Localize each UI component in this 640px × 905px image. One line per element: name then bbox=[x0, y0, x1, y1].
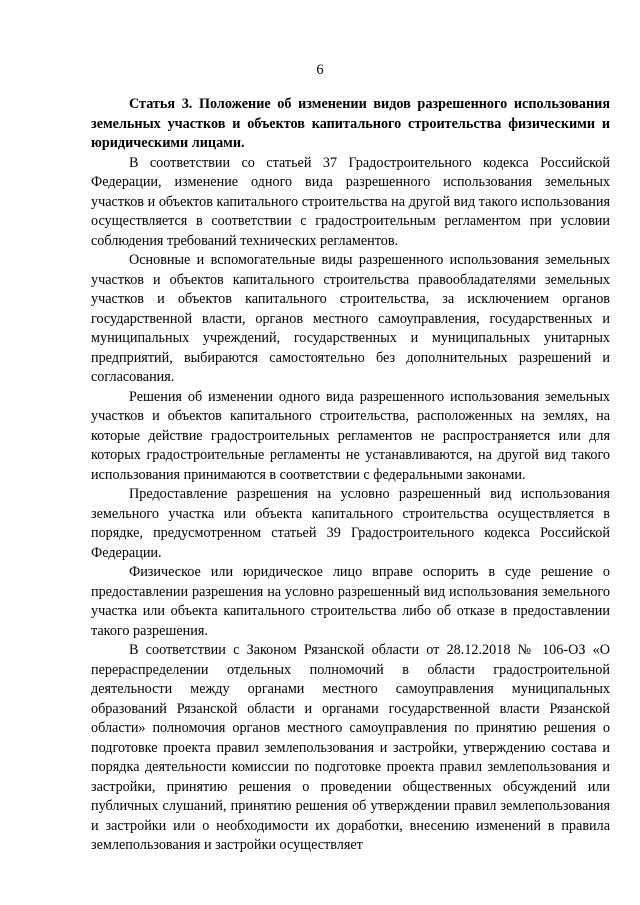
article-heading: Статья 3. Положение об изменении видов разрешенного использования земельных участков и объектов капитального строительства физическими и юридическими лицами. bbox=[91, 96, 610, 151]
paragraph: Физическое или юридическое лицо вправе оспорить в суде решение о предоставлении разрешения на условно разрешенный вид использования земельного участка или объекта капитального строительства либо об отказе в предоставлении такого разрешения. bbox=[91, 564, 610, 639]
page-number: 6 bbox=[316, 62, 324, 78]
paragraph: Предоставление разрешения на условно разрешенный вид использования земельного участка или объекта капитального строительства осуществляется в порядке, предусмотренном статьей 39 Градостроительного кодекса Российской Федерации. bbox=[91, 486, 610, 561]
paragraph: В соответствии с Законом Рязанской области от 28.12.2018 № 106-ОЗ «О перераспределении отдельных полномочий в области градостроительной деятельности между органами местного самоуправления муниципальных образований Рязанской области и органами государственной власти Рязанской области» полномочия органов местного самоуправления по принятию решения о подготовке проекта правил землепользования и застройки, утверждению состава и порядка деятельности комиссии по подготовке проекта правил землепользования и застройки, принятию решения о проведении общественных обсуждений или публичных слушаний, принятию решения об утверждении правил землепользования и застройки или о необходимости их доработки, внесению изменений в правила землепользования и застройки осуществляет bbox=[91, 642, 610, 853]
paragraph: Решения об изменении одного вида разрешенного использования земельных участков и объектов капитального строительства, расположенных на землях, на которые действие градостроительных регламентов не распространяется или для которых градостроительные регламенты не устанавливаются, на другой вид такого использования принимаются в соответствии с федеральными законами. bbox=[91, 388, 610, 483]
document-body bbox=[91, 95, 610, 856]
paragraph: Основные и вспомогательные виды разрешенного использования земельных участков и объектов капитального строительства правообладателями земельных участков и объектов капитального строительства, за исключением органов государственной власти, органов местного самоуправления, государственных и муниципальных учреждений, государственных и муниципальных унитарных предприятий, выбираются самостоятельно без дополнительных разрешений и согласования. bbox=[91, 252, 610, 385]
paragraph: В соответствии со статьей 37 Градостроительного кодекса Российской Федерации, изменение одного вида разрешенного использования земельных участков и объектов капитального строительства на другой вид такого использования осуществляется в соответствии с градостроительным регламентом при условии соблюдения требований технических регламентов. bbox=[91, 154, 610, 249]
